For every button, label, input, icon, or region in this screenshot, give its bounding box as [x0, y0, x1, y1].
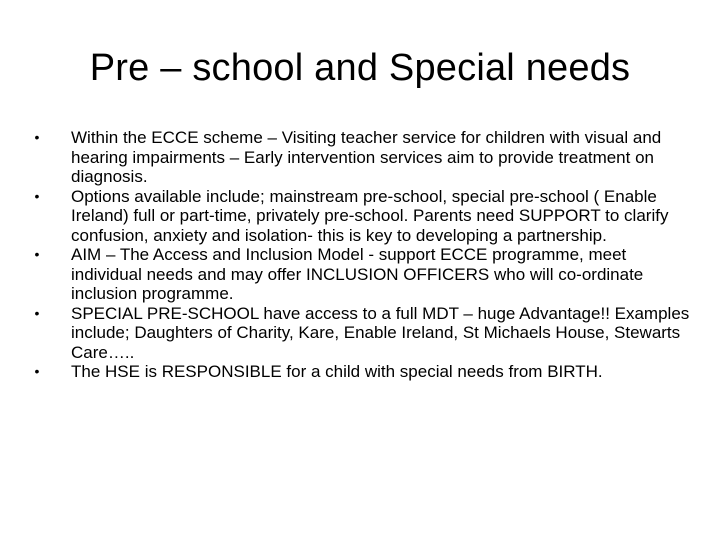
- bullet-item: [30, 304, 690, 363]
- bullet-list: [30, 128, 690, 382]
- bullet-text: Options available include; mainstream pre-school, special pre-school ( Enable Ireland) full or part-time, privately pre-school. Parents need SUPPORT to clarify confusion, anxiety and isolation- this is key to developing a partnership.: [71, 186, 669, 245]
- bullet-item: [30, 187, 690, 246]
- bullet-text: SPECIAL PRE-SCHOOL have access to a full MDT – huge Advantage!! Examples include; Daughters of Charity, Kare, Enable Ireland, St Michaels House, Stewarts Care…..: [71, 303, 690, 362]
- bullet-item: [30, 128, 690, 187]
- bullet-text: AIM – The Access and Inclusion Model - support ECCE programme, meet individual needs and may offer INCLUSION OFFICERS who will co-ordinate inclusion programme.: [71, 245, 644, 303]
- slide-title: Pre – school and Special needs: [89, 47, 631, 89]
- bullet-dot-icon: •: [34, 129, 40, 145]
- bullet-dot-icon: •: [34, 363, 40, 379]
- bullet-item: [30, 362, 690, 382]
- bullet-dot-icon: •: [34, 187, 40, 204]
- bullet-item: [30, 245, 690, 304]
- bullet-dot-icon: •: [34, 246, 40, 262]
- bullet-dot-icon: •: [34, 304, 40, 321]
- bullet-text: The HSE is RESPONSIBLE for a child with special needs from BIRTH.: [71, 362, 603, 381]
- bullet-text: Within the ECCE scheme – Visiting teacher service for children with visual and hearing impairments – Early intervention services aim to provide treatment on diagnosis.: [71, 128, 662, 186]
